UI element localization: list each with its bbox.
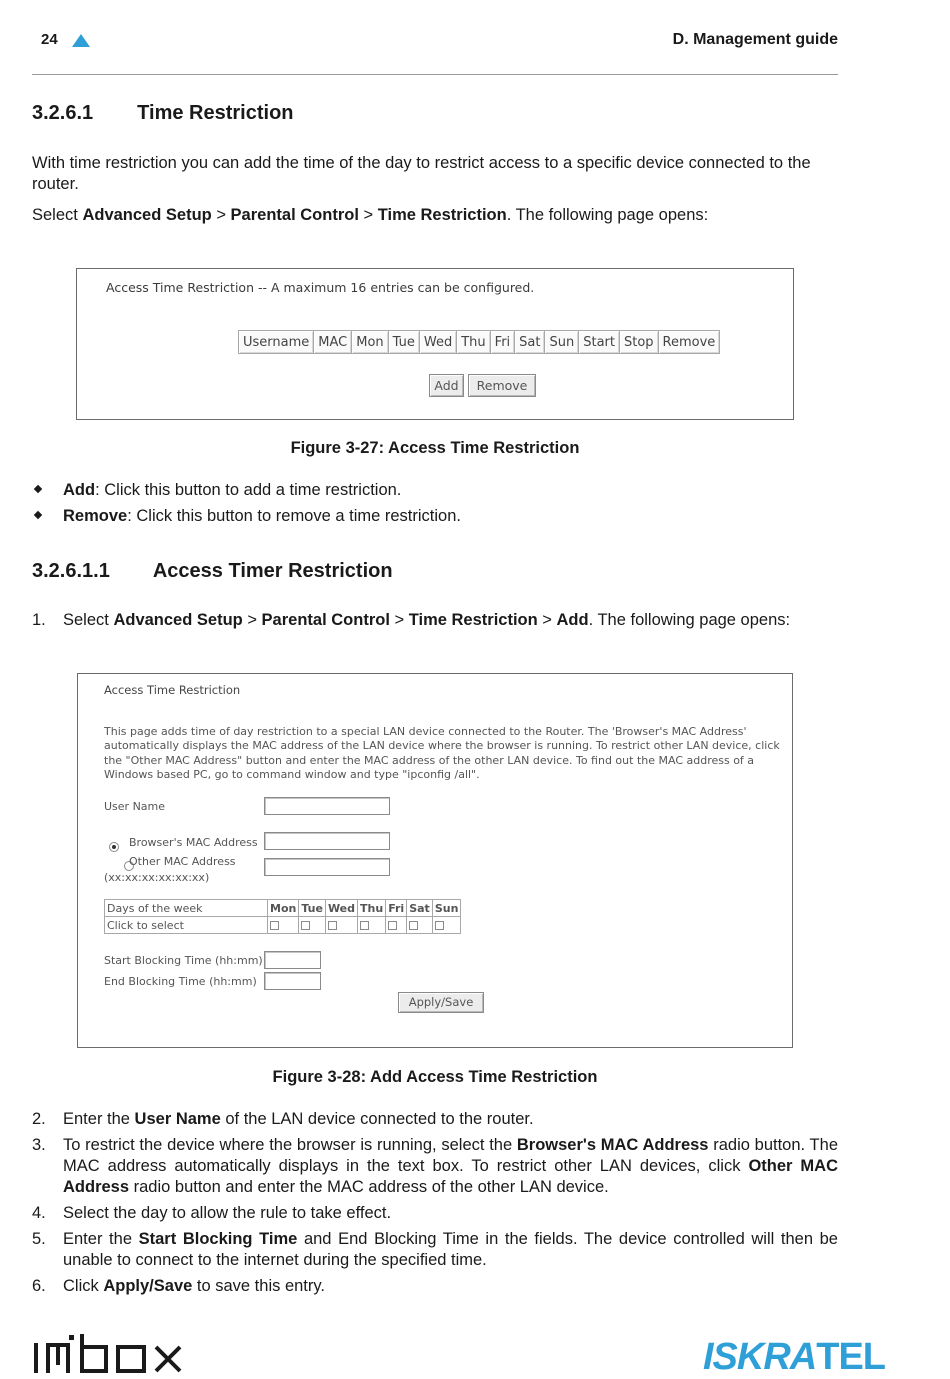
add-button[interactable]: Add bbox=[429, 374, 464, 397]
section-heading bbox=[32, 102, 294, 125]
step-text: Select bbox=[63, 611, 114, 629]
column-header: MAC bbox=[314, 331, 352, 354]
column-header: Sun bbox=[545, 331, 579, 354]
header-rule bbox=[32, 74, 838, 75]
restriction-table bbox=[238, 330, 720, 354]
day-header: Wed bbox=[325, 900, 357, 917]
page-number: 24 bbox=[41, 31, 58, 48]
list-item bbox=[32, 503, 840, 529]
column-header: Mon bbox=[352, 331, 388, 354]
nav-prefix: Select bbox=[32, 206, 83, 224]
day-checkbox[interactable] bbox=[270, 921, 279, 930]
nav-suffix: . The following page opens: bbox=[506, 206, 709, 224]
day-checkbox[interactable] bbox=[301, 921, 310, 930]
column-header: Fri bbox=[490, 331, 515, 354]
section-title: Time Restriction bbox=[137, 102, 294, 124]
triangle-up-icon bbox=[72, 34, 90, 47]
bullet-diamond-icon bbox=[34, 511, 42, 519]
column-header: Stop bbox=[619, 331, 658, 354]
nav-sep: > bbox=[389, 611, 409, 629]
list-item bbox=[32, 1229, 838, 1271]
step-text: Select the day to allow the rule to take effect. bbox=[63, 1204, 392, 1222]
column-header: Wed bbox=[419, 331, 456, 354]
list-item bbox=[32, 477, 840, 503]
list-item bbox=[32, 1135, 838, 1198]
logo-part-tel: TEL bbox=[816, 1336, 886, 1378]
click-to-select-label: Click to select bbox=[105, 917, 268, 934]
day-checkbox-cell bbox=[325, 917, 357, 934]
step-text: Click bbox=[63, 1277, 104, 1295]
user-name-label: User Name bbox=[104, 800, 166, 813]
step-text: of the LAN device connected to the router. bbox=[220, 1110, 534, 1128]
step-text: To restrict the device where the browser is running, select the bbox=[63, 1136, 517, 1154]
day-checkbox-cell bbox=[432, 917, 461, 934]
bullet-diamond-icon bbox=[34, 485, 42, 493]
imbox-logo bbox=[32, 1333, 227, 1375]
start-time-label: Start Blocking Time (hh:mm) bbox=[104, 954, 263, 967]
step-text: and End Blocking Time in the fields. The device controlled will then be unable to connect to the internet during the specified time. bbox=[63, 1230, 838, 1269]
day-checkbox-cell bbox=[268, 917, 299, 934]
nav-sep: > bbox=[358, 206, 378, 224]
figure-caption: Figure 3-27: Access Time Restriction bbox=[290, 439, 580, 457]
step-number: 6. bbox=[32, 1277, 46, 1295]
step-bold: User Name bbox=[134, 1110, 221, 1128]
running-header-title: D. Management guide bbox=[672, 31, 838, 48]
iskratel-logo bbox=[703, 1336, 885, 1379]
mac-format-hint: (xx:xx:xx:xx:xx:xx) bbox=[104, 871, 210, 884]
subsection-heading bbox=[32, 560, 393, 583]
days-header-row bbox=[105, 900, 461, 917]
day-header: Sat bbox=[407, 900, 433, 917]
day-checkbox-cell bbox=[407, 917, 433, 934]
nav-sep: > bbox=[211, 206, 231, 224]
figure-access-time-restriction bbox=[76, 268, 794, 420]
remove-button[interactable]: Remove bbox=[468, 374, 536, 397]
step-number: 3. bbox=[32, 1136, 46, 1154]
nav-sep: > bbox=[537, 611, 557, 629]
step-number: 4. bbox=[32, 1204, 46, 1222]
column-header: Thu bbox=[457, 331, 490, 354]
day-checkbox-cell bbox=[358, 917, 386, 934]
step-number: 2. bbox=[32, 1110, 46, 1128]
browser-mac-input[interactable] bbox=[264, 832, 390, 850]
nav-advanced-setup: Advanced Setup bbox=[82, 206, 212, 224]
bullet-term: Remove bbox=[63, 507, 128, 525]
end-time-input[interactable] bbox=[264, 972, 321, 990]
other-mac-label: Other MAC Address bbox=[129, 855, 236, 868]
day-checkbox[interactable] bbox=[435, 921, 444, 930]
days-checkbox-row bbox=[105, 917, 461, 934]
days-of-week-label: Days of the week bbox=[105, 900, 268, 917]
days-table bbox=[104, 899, 461, 934]
nav-parental-control: Parental Control bbox=[261, 611, 390, 629]
day-checkbox[interactable] bbox=[360, 921, 369, 930]
subsection-number: 3.2.6.1.1 bbox=[32, 560, 110, 582]
bullet-text: : Click this button to add a time restriction. bbox=[95, 481, 402, 499]
column-header: Start bbox=[579, 331, 620, 354]
fig2-title: Access Time Restriction bbox=[104, 683, 241, 697]
step-text: . The following page opens: bbox=[588, 611, 791, 629]
fig2-description: This page adds time of day restriction to a special LAN device connected to the Router. The 'Browser's MAC Address' automatically displays the MAC address of the LAN device where the browser is running. To restrict other LAN device, click the "Other MAC Address" button and enter the MAC address of the other LAN device. To find out the MAC address of a Windows based PC, go to command window and type "ipconfig /all". bbox=[104, 725, 780, 782]
browser-mac-label: Browser's MAC Address bbox=[129, 836, 258, 849]
step-text: Enter the bbox=[63, 1110, 135, 1128]
column-header: Tue bbox=[388, 331, 419, 354]
bullet-text: : Click this button to remove a time restriction. bbox=[127, 507, 461, 525]
user-name-input[interactable] bbox=[264, 797, 390, 815]
step-text: Enter the bbox=[63, 1230, 139, 1248]
nav-instruction bbox=[32, 205, 840, 226]
logo-part-iskra: ISKRA bbox=[703, 1336, 817, 1378]
figure-add-access-time-restriction bbox=[77, 673, 793, 1048]
step-bold: Other MAC Address bbox=[63, 1157, 838, 1196]
column-header: Remove bbox=[658, 331, 720, 354]
nav-time-restriction: Time Restriction bbox=[408, 611, 538, 629]
day-checkbox[interactable] bbox=[388, 921, 397, 930]
column-header: Username bbox=[239, 331, 314, 354]
end-time-label: End Blocking Time (hh:mm) bbox=[104, 975, 257, 988]
nav-parental-control: Parental Control bbox=[230, 206, 359, 224]
fig1-title: Access Time Restriction -- A maximum 16 entries can be configured. bbox=[106, 280, 535, 295]
nav-advanced-setup: Advanced Setup bbox=[113, 611, 243, 629]
day-header: Sun bbox=[432, 900, 461, 917]
nav-sep: > bbox=[242, 611, 262, 629]
step-text: radio button. The MAC address automatically displays in the text box. To restrict other LAN devices, click bbox=[63, 1136, 838, 1175]
browser-mac-radio[interactable] bbox=[109, 842, 119, 852]
list-item bbox=[32, 610, 840, 631]
day-header: Mon bbox=[268, 900, 299, 917]
step-text: to save this entry. bbox=[192, 1277, 325, 1295]
section-number: 3.2.6.1 bbox=[32, 102, 94, 124]
nav-add: Add bbox=[556, 611, 589, 629]
intro-paragraph: With time restriction you can add the time of the day to restrict access to a specific device connected to the router. bbox=[32, 154, 811, 193]
step-number: 1. bbox=[32, 611, 46, 629]
list-item bbox=[32, 1203, 838, 1224]
step-bold: Start Blocking Time bbox=[138, 1230, 298, 1248]
list-item bbox=[32, 1276, 838, 1297]
day-header: Fri bbox=[386, 900, 407, 917]
list-item bbox=[32, 1109, 838, 1130]
step-number: 5. bbox=[32, 1230, 46, 1248]
column-header: Sat bbox=[515, 331, 545, 354]
other-mac-input[interactable] bbox=[264, 858, 390, 876]
start-time-input[interactable] bbox=[264, 951, 321, 969]
day-checkbox-cell bbox=[299, 917, 326, 934]
day-header: Thu bbox=[358, 900, 386, 917]
step-bold: Apply/Save bbox=[103, 1277, 193, 1295]
step-bold: Browser's MAC Address bbox=[516, 1136, 709, 1154]
apply-save-button[interactable]: Apply/Save bbox=[398, 992, 484, 1013]
day-checkbox[interactable] bbox=[328, 921, 337, 930]
subsection-title: Access Timer Restriction bbox=[152, 560, 393, 582]
bullet-term: Add bbox=[63, 481, 96, 499]
table-header-row bbox=[239, 331, 720, 354]
steps-list-b bbox=[32, 1109, 838, 1302]
step-text: radio button and enter the MAC address of the other LAN device. bbox=[129, 1178, 609, 1196]
steps-list-a bbox=[32, 610, 840, 636]
day-checkbox[interactable] bbox=[409, 921, 418, 930]
day-header: Tue bbox=[299, 900, 326, 917]
figure-caption: Figure 3-28: Add Access Time Restriction bbox=[272, 1068, 598, 1086]
nav-time-restriction: Time Restriction bbox=[377, 206, 507, 224]
day-checkbox-cell bbox=[386, 917, 407, 934]
bullet-list bbox=[32, 477, 840, 529]
